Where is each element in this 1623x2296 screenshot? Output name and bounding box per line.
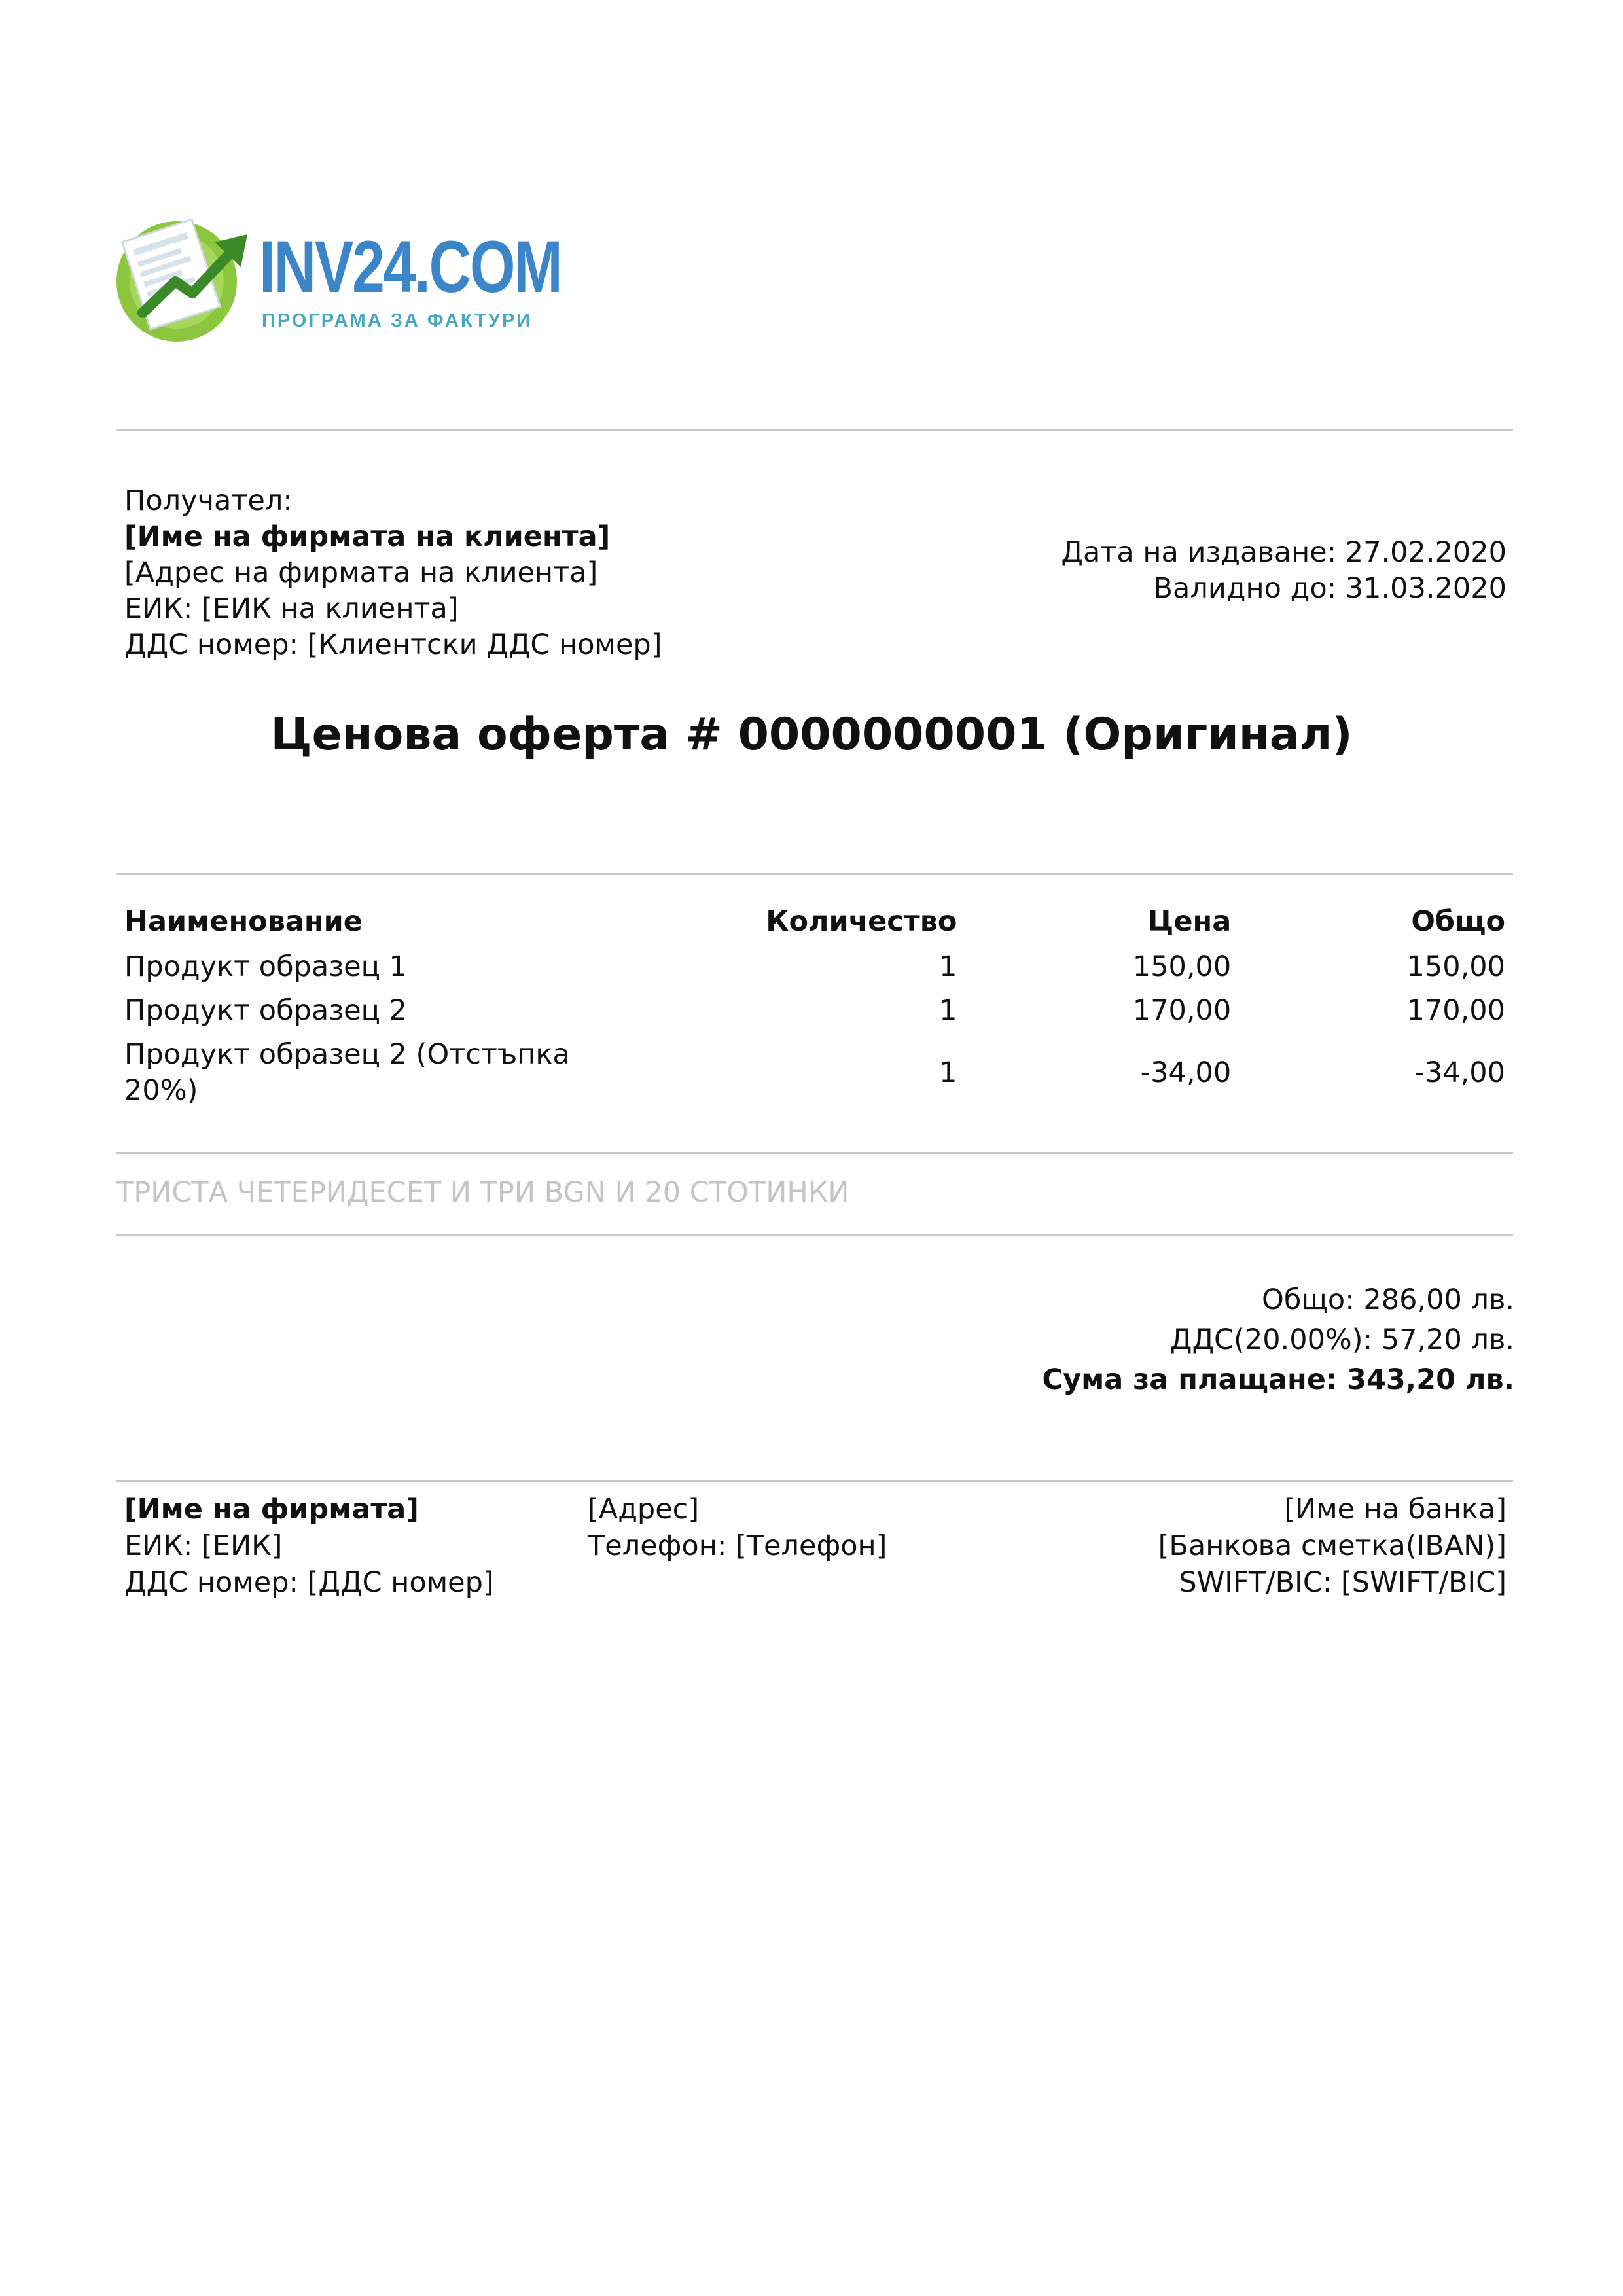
header-divider [116, 429, 1513, 431]
footer-address: [Адрес] [588, 1493, 700, 1526]
logo-wordmark: INV24.COM [259, 226, 562, 308]
subtotal: Общо: 286,00 лв. [1262, 1283, 1514, 1316]
table-row [116, 1033, 1513, 1113]
footer-bank: [Име на банка] [1284, 1493, 1507, 1526]
table-row [116, 989, 1513, 1033]
footer-swift: SWIFT/BIC: [SWIFT/BIC] [1179, 1566, 1507, 1599]
recipient-eik: ЕИК: [ЕИК на клиента] [124, 592, 459, 625]
logo-tagline: ПРОГРАМА ЗА ФАКТУРИ [262, 310, 533, 331]
footer-company-block [124, 1491, 494, 1601]
item-qty: 1 [939, 950, 957, 983]
amount-in-words: ТРИСТА ЧЕТЕРИДЕСЕТ И ТРИ BGN И 20 СТОТИНКИ [116, 1176, 849, 1209]
footer-eik: ЕИК: [ЕИК] [124, 1530, 283, 1562]
issue-date: Дата на издаване: 27.02.2020 [1061, 536, 1507, 569]
items-table [116, 898, 1513, 1113]
valid-until-date: Валидно до: 31.03.2020 [1153, 572, 1507, 605]
header-name: Наименование [124, 905, 363, 938]
item-name: Продукт образец 2 (Отстъпка 20%) [124, 1038, 570, 1107]
logo-mark-icon [116, 208, 254, 346]
item-price: 170,00 [1132, 994, 1232, 1027]
item-qty: 1 [939, 994, 957, 1027]
table-header-row [116, 898, 1513, 945]
totals-block [1043, 1280, 1514, 1400]
footer-company: [Име на фирмата] [124, 1493, 419, 1526]
company-logo [116, 208, 562, 346]
header-total: Общо [1411, 905, 1505, 938]
recipient-company: [Име на фирмата на клиента] [124, 520, 611, 553]
recipient-block [124, 483, 662, 663]
item-price: -34,00 [1140, 1056, 1232, 1089]
footer-contact-block [588, 1491, 887, 1564]
vat-total: ДДС(20.00%): 57,20 лв. [1169, 1323, 1514, 1356]
table-top-divider [116, 873, 1513, 875]
header-price: Цена [1147, 905, 1232, 938]
item-total: 170,00 [1406, 994, 1505, 1027]
document-title: Ценова оферта # 0000000001 (Оригинал) [270, 709, 1353, 761]
footer-vat: ДДС номер: [ДДС номер] [124, 1566, 494, 1599]
recipient-label: Получател: [124, 484, 293, 517]
dates-block [1061, 535, 1507, 607]
footer-bank-block [1158, 1491, 1507, 1601]
footer-divider [116, 1480, 1513, 1482]
item-name: Продукт образец 1 [124, 950, 407, 983]
item-price: 150,00 [1132, 950, 1232, 983]
table-bottom-divider [116, 1152, 1513, 1154]
recipient-vat: ДДС номер: [Клиентски ДДС номер] [124, 628, 662, 661]
footer-phone: Телефон: [Телефон] [588, 1530, 887, 1562]
item-total: -34,00 [1414, 1056, 1505, 1089]
header-qty: Количество [766, 905, 957, 938]
item-total: 150,00 [1406, 950, 1505, 983]
table-row [116, 945, 1513, 989]
recipient-address: [Адрес на фирмата на клиента] [124, 556, 598, 589]
amount-due: Сума за плащане: 343,20 лв. [1042, 1363, 1514, 1396]
item-qty: 1 [939, 1056, 957, 1089]
words-divider [116, 1234, 1513, 1236]
item-name: Продукт образец 2 [124, 994, 407, 1027]
footer-iban: [Банкова сметка(IBAN)] [1158, 1530, 1507, 1562]
